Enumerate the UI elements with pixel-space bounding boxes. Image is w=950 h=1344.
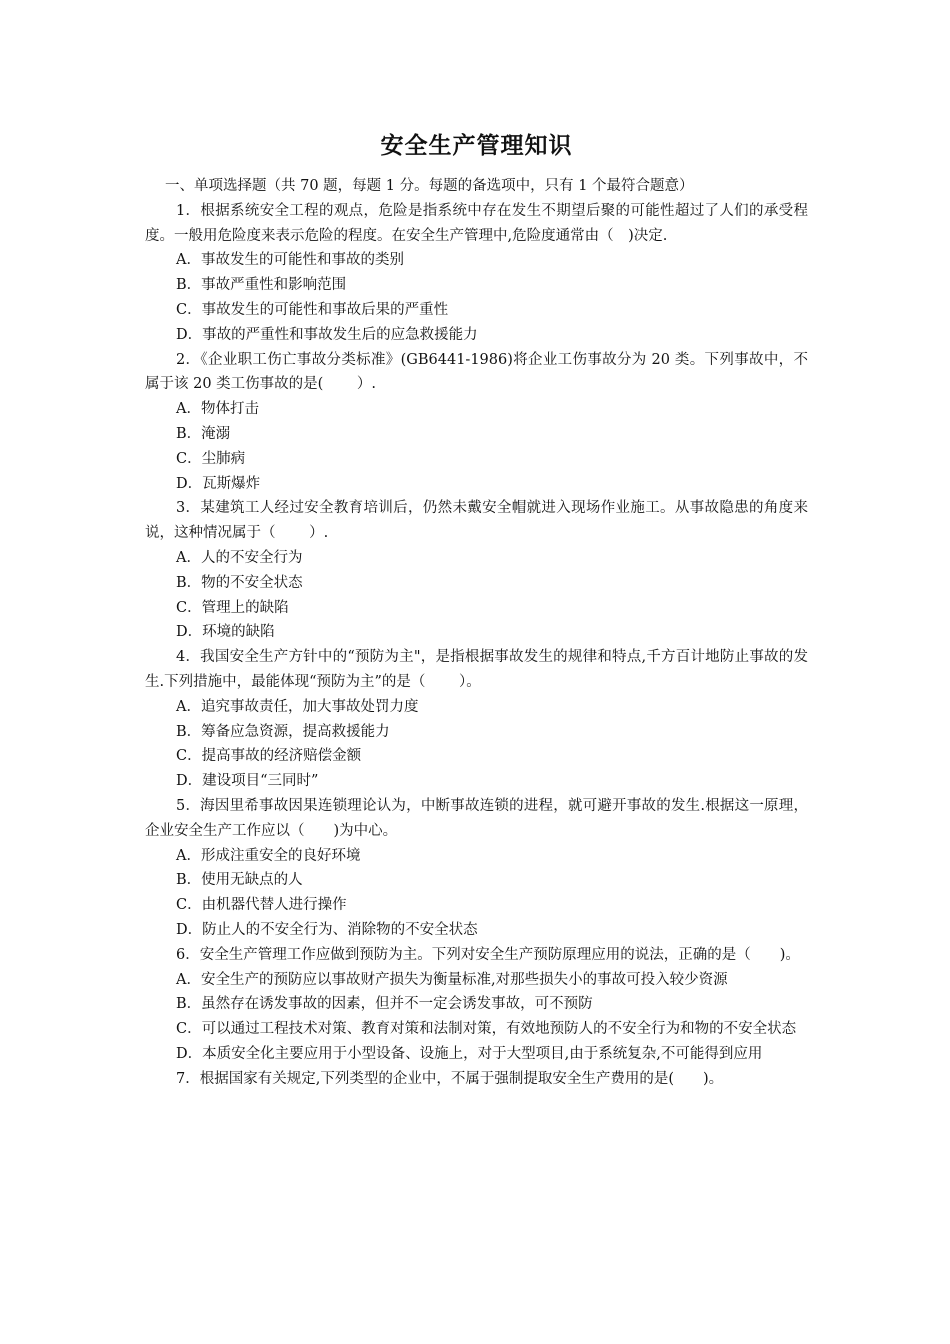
answer-option: A．人的不安全行为 [176,549,303,566]
answer-option: D．事故的严重性和事故发生后的应急救援能力 [176,326,478,343]
answer-option: A．追究事故责任，加大事故处罚力度 [176,698,419,715]
section-heading: 一、单项选择题（共 70 题，每题 1 分。每题的备选项中，只有 1 个最符合题意） [165,178,694,194]
document-title: 安全生产管理知识 [380,132,573,159]
answer-option: D．本质安全化主要应用于小型设备、设施上，对于大型项目,由于系统复杂,不可能得到应用 [176,1045,763,1062]
answer-option: C．提高事故的经济赔偿金额 [176,748,362,765]
answer-option: B．淹溺 [176,425,231,442]
answer-option: D．建设项目“三同时” [176,773,319,790]
question-list [145,199,808,1092]
question-stem: 7．根据国家有关规定,下列类型的企业中，不属于强制提取安全生产费用的是( )。 [176,1070,724,1087]
document-page [145,128,808,1091]
answer-option: B．事故严重性和影响范围 [176,277,347,294]
question-stem: 6．安全生产管理工作应做到预防为主。下列对安全生产预防原理应用的说法，正确的是（ )。 [176,946,800,963]
answer-option: A．事故发生的可能性和事故的类别 [176,252,404,269]
answer-option: D．防止人的不安全行为、消除物的不安全状态 [176,921,478,938]
answer-option: D．瓦斯爆炸 [176,475,261,492]
question-stem: 4．我国安全生产方针中的“预防为主"，是指根据事故发生的规律和特点,千方百计地防止事故的发生.下列措施中，最能体现“预防为主”的是（ ）。 [145,649,808,690]
question-block [145,943,808,1067]
question-stem: 3．某建筑工人经过安全教育培训后，仍然未戴安全帽就进入现场作业施工。从事故隐患的角度来说，这种情况属于（ ）. [145,500,808,542]
answer-option: B．物的不安全状态 [176,574,303,591]
answer-option: C．管理上的缺陷 [176,599,289,616]
question-block [145,199,808,348]
answer-option: C．可以通过工程技术对策、教育对策和法制对策，有效地预防人的不安全行为和物的不安全状态 [176,1021,797,1038]
question-block [145,1067,808,1092]
answer-option: C．由机器代替人进行操作 [176,897,347,914]
answer-option: A．形成注重安全的良好环境 [176,847,361,864]
answer-option: B．虽然存在诱发事故的因素，但并不一定会诱发事故，可不预防 [176,996,593,1013]
question-block [145,496,808,645]
question-block [145,794,808,943]
question-stem: 5．海因里希事故因果连锁理论认为，中断事故连锁的进程，就可避开事故的发生.根据这一原理，企业安全生产工作应以（ )为中心。 [145,797,808,839]
answer-option: C．事故发生的可能性和事故后果的严重性 [176,301,449,318]
answer-option: A．安全生产的预防应以事故财产损失为衡量标准,对那些损失小的事故可投入较少资源 [176,971,728,988]
answer-option: C．尘肺病 [176,450,246,467]
question-block [145,645,808,794]
question-stem: 2．《企业职工伤亡事故分类标准》(GB6441-1986)将企业工伤事故分为 20 类。下列事故中，不属于该 20 类工伤事故的是( ）. [145,351,808,393]
answer-option: D．环境的缺陷 [176,624,275,641]
question-stem: 1．根据系统安全工程的观点，危险是指系统中存在发生不期望后聚的可能性超过了人们的承受程度。一般用危险度来表示危险的程度。在安全生产管理中,危险度通常由（ )决定. [145,202,808,244]
question-block [145,348,808,497]
answer-option: A．物体打击 [176,401,259,418]
answer-option: B．使用无缺点的人 [176,872,303,889]
answer-option: B．筹备应急资源，提高救援能力 [176,723,390,740]
